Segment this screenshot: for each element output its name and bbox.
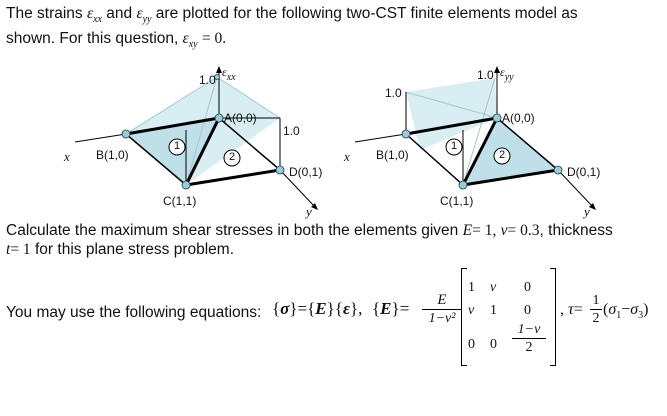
right-x-axis [355,134,406,142]
right-element-2-label: 2 [499,149,506,161]
left-side-value: 1.0 [283,124,300,138]
left-node-b-label: B(1,0) [96,148,129,162]
problem-line-2: shown. For this question, $\varepsilon_{xy} = 0$. [6,30,227,50]
fraction-E: E 1−ν² [422,292,462,327]
right-node-d-label: D(0,1) [567,165,601,179]
equation-E-matrix: {E}= [372,299,410,318]
right-element-1-label: 1 [451,140,458,152]
diagram-left-geometry [75,66,318,210]
right-y-label: y [584,204,590,219]
left-node-d-label: D(0,1) [289,165,323,179]
problem-line-1: The strains $\varepsilon_{xx}$ and $\varepsilon_{yy}$ are plotted for the following two-CST finite elements model as [6,5,578,25]
left-node-a-label: A(0,0) [224,111,257,125]
left-z-value: 1.0 [199,73,216,87]
left-strain-label: $\varepsilon_{xx}$ [222,65,236,83]
right-node-b [402,130,410,138]
left-x-axis [75,134,126,142]
right-z-value-2: 1.0 [477,68,494,82]
calc-line-1: Calculate the maximum shear stresses in both the elements given E= 1, ν= 0.3, thickness [6,222,613,239]
right-node-b-label: B(1,0) [376,148,409,162]
left-y-label: y [306,204,312,219]
equation-stress-strain: {σ}={E}{ε}, [272,299,363,318]
left-x-label: x [64,149,70,164]
matrix-left-bracket [461,268,467,366]
right-node-c-label: C(1,1) [440,194,474,208]
left-node-c-label: C(1,1) [163,194,197,208]
right-strain-label: $\varepsilon_{yy}$ [500,65,514,83]
right-z-value: 1.0 [385,86,402,100]
eps-symbol: ε [86,5,94,22]
right-node-a [493,114,501,122]
equations-intro: You may use the following equations: [6,304,262,321]
matrix-right-bracket [550,268,556,366]
left-node-d [276,166,284,174]
calc-line-2: t= 1 for this plane stress problem. [6,241,235,258]
equation-tau: , τ= [560,301,583,318]
left-node-b [122,130,130,138]
left-element-1-label: 1 [174,140,181,152]
right-x-label: x [344,149,350,164]
left-node-c [182,181,190,189]
right-node-c [459,181,467,189]
fraction-half: 1 2 [590,293,602,326]
right-node-d [554,166,562,174]
left-element-2-label: 2 [229,151,236,163]
right-node-a-label: A(0,0) [502,111,535,125]
equation-tau-body: $(\sigma_1-\sigma_3)$ [603,301,649,321]
left-node-a [215,114,223,122]
right-element-2-fill [463,118,558,185]
